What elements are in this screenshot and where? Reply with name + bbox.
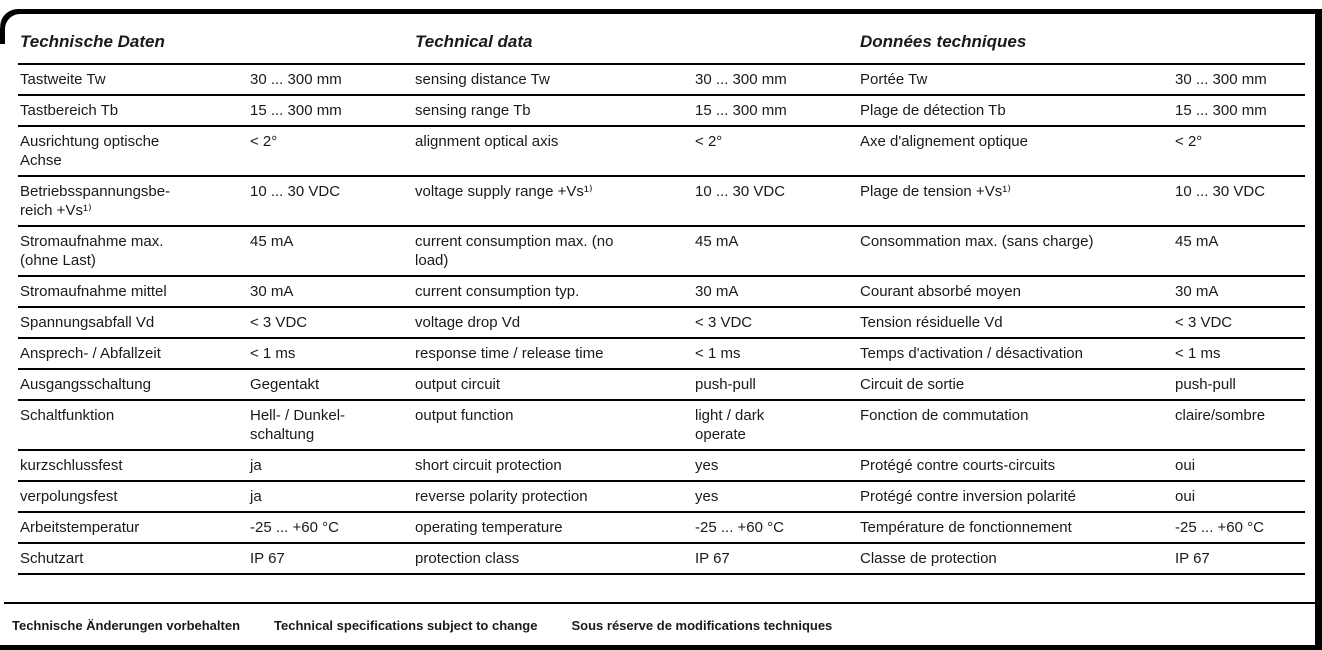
- cell-fr-label: Consommation max. (sans charge): [860, 233, 1094, 250]
- cell-en-value: 30 ... 300 mm: [695, 71, 787, 88]
- cell-fr-label: Protégé contre inversion polarité: [860, 488, 1076, 505]
- cell-en-label: response time / release time: [415, 345, 604, 362]
- cell-en-label: protection class: [415, 550, 520, 567]
- header-german: Technische Daten: [20, 32, 165, 51]
- cell-en-value: < 1 ms: [695, 345, 741, 362]
- cell-de-value: 30 ... 300 mm: [250, 71, 342, 88]
- table-row: [18, 276, 1305, 307]
- cell-fr-value: 30 ... 300 mm: [1175, 71, 1267, 88]
- cell-de-label: verpolungsfest: [20, 488, 118, 505]
- cell-de-value: 45 mA: [250, 233, 294, 250]
- cell-fr-label: Circuit de sortie: [860, 376, 965, 393]
- cell-fr-label: Fonction de commutation: [860, 407, 1029, 424]
- cell-de-label: Spannungsabfall Vd: [20, 314, 155, 331]
- cell-de-label: Schaltfunktion: [20, 407, 115, 424]
- page-footer: [4, 602, 1315, 633]
- cell-en-label: voltage supply range +Vs¹⁾: [415, 183, 593, 200]
- footer-note-english: Technical specifications subject to change: [274, 618, 538, 633]
- cell-fr-label: Plage de tension +Vs¹⁾: [860, 183, 1011, 200]
- cell-fr-value: claire/sombre: [1175, 407, 1266, 424]
- cell-fr-value: < 1 ms: [1175, 345, 1221, 362]
- table-row: [18, 176, 1305, 226]
- cell-de-value: < 1 ms: [250, 345, 296, 362]
- cell-fr-value: push-pull: [1175, 376, 1236, 393]
- table-row: [18, 338, 1305, 369]
- cell-de-label: Betriebsspannungsbe- reich +Vs¹⁾: [20, 183, 171, 219]
- cell-en-label: output function: [415, 407, 514, 424]
- cell-de-label: Ausrichtung optische Achse: [20, 133, 160, 169]
- cell-en-label: reverse polarity protection: [415, 488, 588, 505]
- cell-de-label: Tastbereich Tb: [20, 102, 119, 119]
- table-row: [18, 126, 1305, 176]
- cell-fr-label: Courant absorbé moyen: [860, 283, 1021, 300]
- footer-notes: [4, 618, 1315, 633]
- cell-en-label: sensing distance Tw: [415, 71, 550, 88]
- cell-fr-label: Axe d'alignement optique: [860, 133, 1028, 150]
- table-row: [18, 95, 1305, 126]
- cell-fr-value: oui: [1175, 457, 1196, 474]
- table-row: [18, 543, 1305, 574]
- cell-fr-value: < 2°: [1175, 133, 1203, 150]
- cell-en-value: light / dark operate: [695, 407, 765, 443]
- table-header-row: [18, 22, 1305, 64]
- cell-de-value: ja: [250, 488, 262, 505]
- cell-en-label: short circuit protection: [415, 457, 562, 474]
- table-row: [18, 369, 1305, 400]
- cell-de-value: IP 67: [250, 550, 285, 567]
- table-row: [18, 64, 1305, 95]
- cell-en-value: 30 mA: [695, 283, 739, 300]
- datasheet-page: [0, 9, 1322, 650]
- cell-de-value: Gegentakt: [250, 376, 320, 393]
- cell-de-label: Stromaufnahme mittel: [20, 283, 167, 300]
- table-row: [18, 481, 1305, 512]
- cell-fr-value: 15 ... 300 mm: [1175, 102, 1267, 119]
- table-row: [18, 226, 1305, 276]
- cell-fr-label: Protégé contre courts-circuits: [860, 457, 1056, 474]
- cell-de-value: 10 ... 30 VDC: [250, 183, 341, 200]
- cell-en-label: alignment optical axis: [415, 133, 559, 150]
- table-row: [18, 307, 1305, 338]
- cell-en-label: current consumption typ.: [415, 283, 580, 300]
- cell-en-value: < 3 VDC: [695, 314, 753, 331]
- cell-de-label: Ansprech- / Abfallzeit: [20, 345, 161, 362]
- cell-en-label: current consumption max. (no load): [415, 233, 614, 269]
- cell-en-label: output circuit: [415, 376, 501, 393]
- table-row: [18, 400, 1305, 450]
- cell-fr-value: < 3 VDC: [1175, 314, 1233, 331]
- cell-de-label: Tastweite Tw: [20, 71, 106, 88]
- cell-en-value: yes: [695, 457, 719, 474]
- cell-en-value: yes: [695, 488, 719, 505]
- cell-fr-value: 45 mA: [1175, 233, 1219, 250]
- cell-en-label: operating temperature: [415, 519, 563, 536]
- cell-de-value: < 2°: [250, 133, 278, 150]
- cell-en-value: IP 67: [695, 550, 730, 567]
- cell-de-label: Stromaufnahme max. (ohne Last): [20, 233, 164, 269]
- cell-fr-value: IP 67: [1175, 550, 1210, 567]
- cell-en-value: 10 ... 30 VDC: [695, 183, 786, 200]
- footer-note-french: Sous réserve de modifications techniques: [571, 618, 833, 633]
- table-row: [18, 512, 1305, 543]
- cell-fr-label: Tension résiduelle Vd: [860, 314, 1003, 331]
- cell-en-value: -25 ... +60 °C: [695, 519, 784, 536]
- table-body: [18, 64, 1305, 574]
- footer-divider: [4, 602, 1315, 604]
- cell-de-value: ja: [250, 457, 262, 474]
- cell-de-value: 30 mA: [250, 283, 294, 300]
- cell-fr-value: 30 mA: [1175, 283, 1219, 300]
- cell-fr-label: Température de fonctionnement: [860, 519, 1072, 536]
- cell-de-label: Schutzart: [20, 550, 84, 567]
- table-row: [18, 450, 1305, 481]
- header-french: Données techniques: [860, 32, 1027, 51]
- cell-en-label: sensing range Tb: [415, 102, 531, 119]
- cell-fr-label: Plage de détection Tb: [860, 102, 1006, 119]
- header-english: Technical data: [415, 32, 533, 51]
- cell-de-value: -25 ... +60 °C: [250, 519, 339, 536]
- cell-de-label: kurzschlussfest: [20, 457, 123, 474]
- cell-de-value: 15 ... 300 mm: [250, 102, 342, 119]
- cell-en-value: 45 mA: [695, 233, 739, 250]
- cell-fr-label: Portée Tw: [860, 71, 928, 88]
- technical-data-table: [18, 22, 1305, 575]
- cell-fr-value: oui: [1175, 488, 1196, 505]
- cell-fr-value: 10 ... 30 VDC: [1175, 183, 1266, 200]
- footer-note-german: Technische Änderungen vorbehalten: [12, 618, 241, 633]
- cell-fr-label: Temps d'activation / désactivation: [860, 345, 1083, 362]
- cell-fr-value: -25 ... +60 °C: [1175, 519, 1264, 536]
- cell-en-value: 15 ... 300 mm: [695, 102, 787, 119]
- cell-en-label: voltage drop Vd: [415, 314, 521, 331]
- cell-fr-label: Classe de protection: [860, 550, 997, 567]
- cell-en-value: < 2°: [695, 133, 723, 150]
- cell-de-value: < 3 VDC: [250, 314, 308, 331]
- cell-de-label: Arbeitstemperatur: [20, 519, 140, 536]
- cell-en-value: push-pull: [695, 376, 756, 393]
- cell-de-value: Hell- / Dunkel- schaltung: [250, 407, 346, 443]
- cell-de-label: Ausgangsschaltung: [20, 376, 151, 393]
